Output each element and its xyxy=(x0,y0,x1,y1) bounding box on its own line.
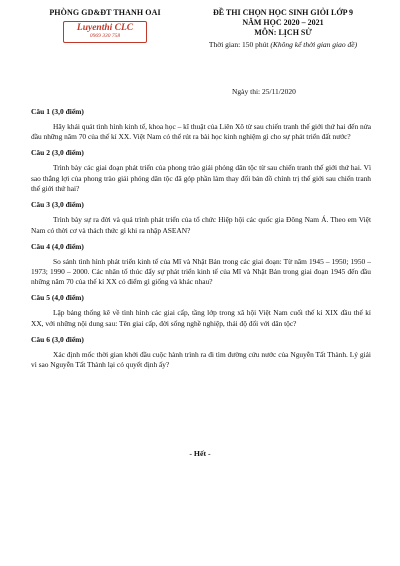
stamp-phone: 0969 330 758 xyxy=(89,33,121,39)
question-4 xyxy=(31,242,371,288)
question-title: Câu 6 (3,0 điểm) xyxy=(31,334,84,344)
school-year: NĂM HỌC 2020 – 2021 xyxy=(242,18,324,27)
question-body: Trình bày các giai đoạn phát triển của phong trào giải phóng dân tộc từ sau chiến tranh thế giới thứ hai. Vì sao thắng lợi của phong trào giải phóng dân tộc đã góp phần làm thay đổi bản đồ chính trị thế giới sau chiến tranh thế giới thứ hai? xyxy=(31,163,371,194)
question-5 xyxy=(31,293,371,329)
question-title: Câu 1 (3,0 điểm) xyxy=(31,107,84,116)
brand-stamp xyxy=(63,21,147,43)
stamp-brand: Luyenthi CLC xyxy=(76,23,134,33)
question-title: Câu 4 (4,0 điểm) xyxy=(31,241,84,251)
header-left xyxy=(30,8,180,43)
question-3 xyxy=(31,200,371,236)
question-2 xyxy=(31,148,371,194)
question-body: Hãy khái quát tình hình kinh tế, khoa học – kĩ thuật của Liên Xô từ sau chiến tranh thế giới thứ hai đến nửa đầu những năm 70 của thế kỉ XX. Việt Nam có thể rút ra bài học kinh nghiệm gì cho sự phát triển đất nước? xyxy=(31,122,371,142)
question-body: Xác định mốc thời gian khởi đầu cuộc hành trình ra đi tìm đường cứu nước của Nguyễn Tất Thành. Lý giải vì sao Nguyễn Tất Thành lại có quyết định ấy? xyxy=(31,349,371,370)
department-name: PHÒNG GD&ĐT THANH OAI xyxy=(49,8,161,17)
exam-duration xyxy=(183,39,383,50)
end-mark: - Hết - xyxy=(189,449,211,458)
exam-title: ĐỀ THI CHỌN HỌC SINH GIỎI LỚP 9 xyxy=(212,8,354,17)
exam-subject: MÔN: LỊCH SỬ xyxy=(254,28,312,37)
time-note: (Không kể thời gian giao đề) xyxy=(270,40,358,49)
question-body: So sánh tình hình phát triển kinh tế của Mĩ và Nhật Bản trong các giai đoạn: Từ năm 1945 – 1950; 1950 – 1973; 1990 – 2000. Các nhân tố thúc đẩy sự phát triển kinh tế của Mĩ và Nhật Bản trong giai đoạn 1945 đến đầu những năm 70 của thế kỉ XX có điểm gì giống và khác nhau? xyxy=(31,256,371,287)
question-title: Câu 3 (3,0 điểm) xyxy=(31,200,84,210)
question-title: Câu 5 (4,0 điểm) xyxy=(31,293,84,303)
time-label: Thời gian: 150 phút xyxy=(208,40,269,49)
question-body: Trình bày sự ra đời và quá trình phát triển của tổ chức Hiệp hội các quốc gia Đông Nam Á. Theo em Việt Nam có thời cơ và thách thức gì khi ra nhập ASEAN? xyxy=(31,215,371,235)
question-body: Lập bảng thống kê về tình hình các giai cấp, tầng lớp trong xã hội Việt Nam cuối thế kỉ XIX đầu thế kỉ XX, với những nội dung sau: Tên giai cấp, đời sống nghề nghiệp, thái độ đối với dân tộc? xyxy=(31,308,371,328)
exam-date: Ngày thi: 25/11/2020 xyxy=(232,87,296,96)
question-title: Câu 2 (3,0 điểm) xyxy=(31,148,84,158)
question-6 xyxy=(31,335,371,371)
header-right xyxy=(183,8,383,50)
question-list xyxy=(31,107,371,376)
question-1 xyxy=(31,107,371,143)
